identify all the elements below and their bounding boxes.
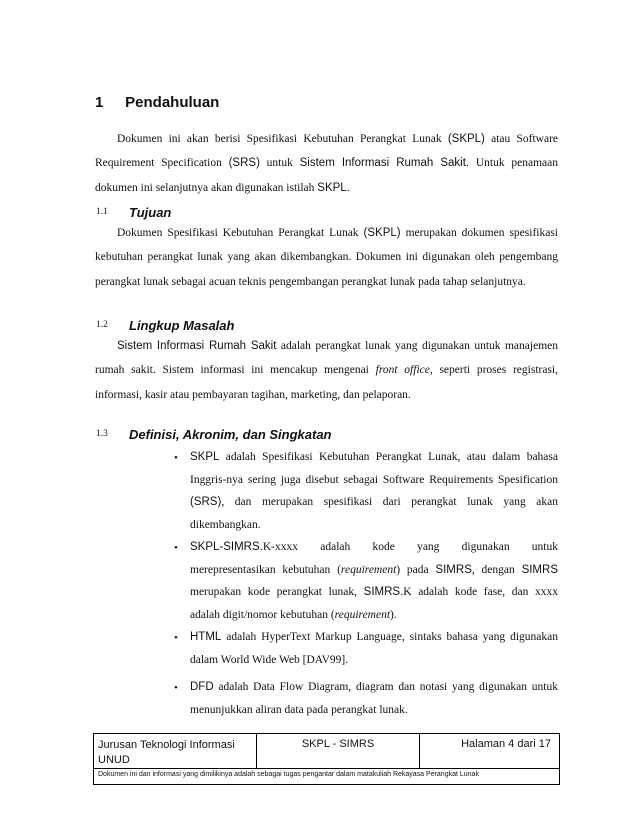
subsection-title: Tujuan (129, 205, 172, 220)
definition-item-skpl: SKPL adalah Spesifikasi Kebutuhan Perangkat Lunak, atau dalam bahasa Inggris-nya sering juga disebut sebagai Software Requirements Spesification (SRS), dan merupakan spesifikasi dari perangkat lunak yang akan dikembangkan. (190, 451, 558, 532)
footer-document-id: SKPL - SIMRS (257, 734, 420, 768)
footer-row (94, 734, 559, 769)
section-heading (95, 94, 219, 111)
section-number: 1 (95, 94, 104, 111)
subsection-heading-definisi (96, 427, 396, 445)
footer-page-number: Halaman 4 dari 17 (461, 738, 551, 750)
bullet-icon: • (174, 632, 178, 644)
intro-paragraph: Dokumen ini akan berisi Spesifikasi Kebutuhan Perangkat Lunak (SKPL) atau Software Requirement Specification (SRS) untuk Sistem Informasi Rumah Sakit. Untuk penamaan dokumen ini selanjutnya akan digunakan istilah SKPL. (95, 133, 558, 194)
lingkup-paragraph: Sistem Informasi Rumah Sakit adalah perangkat lunak yang digunakan untuk manajemen rumah sakit. Sistem informasi ini mencakup mengenai front office, seperti proses registrasi, informasi, kasir atau pembayaran tagihan, marketing, dan pelaporan. (95, 340, 558, 401)
footer-note: Dokumen ini dan informasi yang dimilikinya adalah sebagai tugas pengantar dalam matakuliah Rekayasa Perangkat Lunak (98, 771, 479, 778)
bullet-icon: • (174, 682, 178, 694)
tujuan-paragraph: Dokumen Spesifikasi Kebutuhan Perangkat Lunak (SKPL) merupakan dokumen spesifikasi kebutuhan perangkat lunak yang akan dikembangkan. Dokumen ini digunakan oleh pengembang perangkat lunak sebagai acuan teknis pengembangan perangkat lunak pada tahap selanjutnya. (95, 227, 558, 288)
definition-item-html: HTML adalah HyperText Markup Language, sintaks bahasa yang digunakan dalam World Wide Web [DAV99]. (190, 631, 558, 666)
section-title: Pendahuluan (125, 94, 220, 111)
subsection-title: Definisi, Akronim, dan Singkatan (129, 427, 332, 442)
bullet-icon: • (174, 542, 178, 554)
page-footer (93, 733, 560, 785)
subsection-number: 1.2 (96, 320, 108, 330)
subsection-number: 1.3 (96, 429, 108, 439)
footer-department: Jurusan Teknologi Informasi UNUD (94, 734, 257, 768)
definition-item-kode: SKPL-SIMRS.K-xxxx adalah kode yang digunakan untuk merepresentasikan kebutuhan (requirement) pada SIMRS, dengan SIMRS merupakan kode perangkat lunak, SIMRS.K adalah kode fase, dan xxxx adalah digit/nomor kebutuhan (requirement). (190, 541, 558, 622)
subsection-number: 1.1 (96, 207, 108, 217)
subsection-title: Lingkup Masalah (129, 318, 235, 333)
bullet-icon: • (174, 452, 178, 464)
definition-item-dfd: DFD adalah Data Flow Diagram, diagram dan notasi yang digunakan untuk menunjukkan aliran data pada perangkat lunak. (190, 681, 558, 716)
